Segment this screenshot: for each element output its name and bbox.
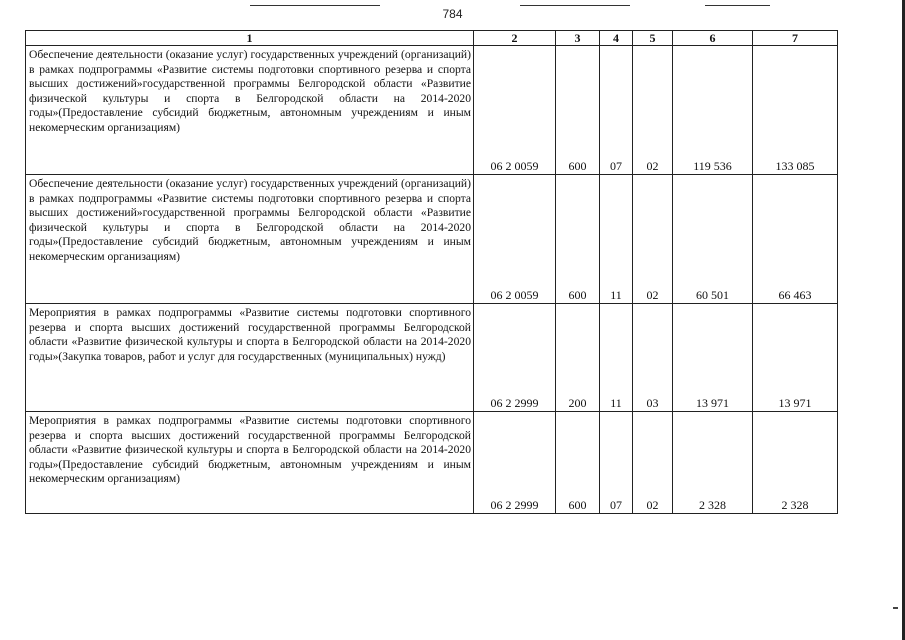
header-col-1: 1 — [26, 31, 474, 46]
row-section: 11 — [600, 304, 633, 412]
row-subsection: 03 — [633, 304, 673, 412]
row-target-code: 06 2 2999 — [474, 412, 556, 514]
row-section: 11 — [600, 175, 633, 304]
header-col-5: 5 — [633, 31, 673, 46]
row-expense-type: 200 — [556, 304, 600, 412]
row-subsection: 02 — [633, 175, 673, 304]
row-amount-col-6: 60 501 — [673, 175, 753, 304]
row-amount-col-6: 119 536 — [673, 46, 753, 175]
row-amount-col-6: 2 328 — [673, 412, 753, 514]
header-col-7: 7 — [753, 31, 838, 46]
scan-line-left — [250, 5, 380, 6]
row-amount-col-6: 13 971 — [673, 304, 753, 412]
row-section: 07 — [600, 412, 633, 514]
budget-table — [25, 30, 838, 514]
page-number: 784 — [442, 7, 463, 21]
row-section: 07 — [600, 46, 633, 175]
row-target-code: 06 2 0059 — [474, 46, 556, 175]
row-amount-col-7: 66 463 — [753, 175, 838, 304]
scan-line-right — [520, 5, 630, 6]
row-expense-type: 600 — [556, 412, 600, 514]
table-row — [26, 46, 838, 175]
scan-speck — [893, 607, 898, 609]
header-col-2: 2 — [474, 31, 556, 46]
row-description: Мероприятия в рамках подпрограммы «Развитие системы подготовки спортивного резерва и спорта высших достижений государственной программы Белгородской области «Развитие физической культуры и спорта в Белгородской области на 2014-2020 годы»(Закупка товаров, работ и услуг для государственных (муниципальных) нужд) — [26, 304, 474, 412]
row-subsection: 02 — [633, 46, 673, 175]
header-col-4: 4 — [600, 31, 633, 46]
row-target-code: 06 2 2999 — [474, 304, 556, 412]
header-row — [26, 31, 838, 46]
header-col-3: 3 — [556, 31, 600, 46]
row-subsection: 02 — [633, 412, 673, 514]
row-amount-col-7: 133 085 — [753, 46, 838, 175]
row-expense-type: 600 — [556, 175, 600, 304]
header-col-6: 6 — [673, 31, 753, 46]
row-description: Обеспечение деятельности (оказание услуг) государственных учреждений (организаций) в рамках подпрограммы «Развитие системы подготовки спортивного резерва и спорта высших достижений»государственной программы Белгородской области «Развитие физической культуры и спорта в Белгородской области на 2014-2020 годы»(Предоставление субсидий бюджетным, автономным учреждениям и иным некомерческим организациям) — [26, 175, 474, 304]
scan-line-far-right — [705, 5, 770, 6]
row-expense-type: 600 — [556, 46, 600, 175]
row-amount-col-7: 2 328 — [753, 412, 838, 514]
table-row — [26, 304, 838, 412]
table-row — [26, 175, 838, 304]
row-target-code: 06 2 0059 — [474, 175, 556, 304]
row-amount-col-7: 13 971 — [753, 304, 838, 412]
row-description: Обеспечение деятельности (оказание услуг) государственных учреждений (организаций) в рамках подпрограммы «Развитие системы подготовки спортивного резерва и спорта высших достижений»государственной программы Белгородской области «Развитие физической культуры и спорта в Белгородской области на 2014-2020 годы»(Предоставление субсидий бюджетным, автономным учреждениям и иным некомерческим организациям) — [26, 46, 474, 175]
table-row — [26, 412, 838, 514]
row-description: Мероприятия в рамках подпрограммы «Развитие системы подготовки спортивного резерва и спорта высших достижений государственной программы Белгородской области «Развитие физической культуры и спорта в Белгородской области на 2014-2020 годы»(Предоставление субсидий бюджетным, автономным учреждениям и иным некомерческим организациям) — [26, 412, 474, 514]
